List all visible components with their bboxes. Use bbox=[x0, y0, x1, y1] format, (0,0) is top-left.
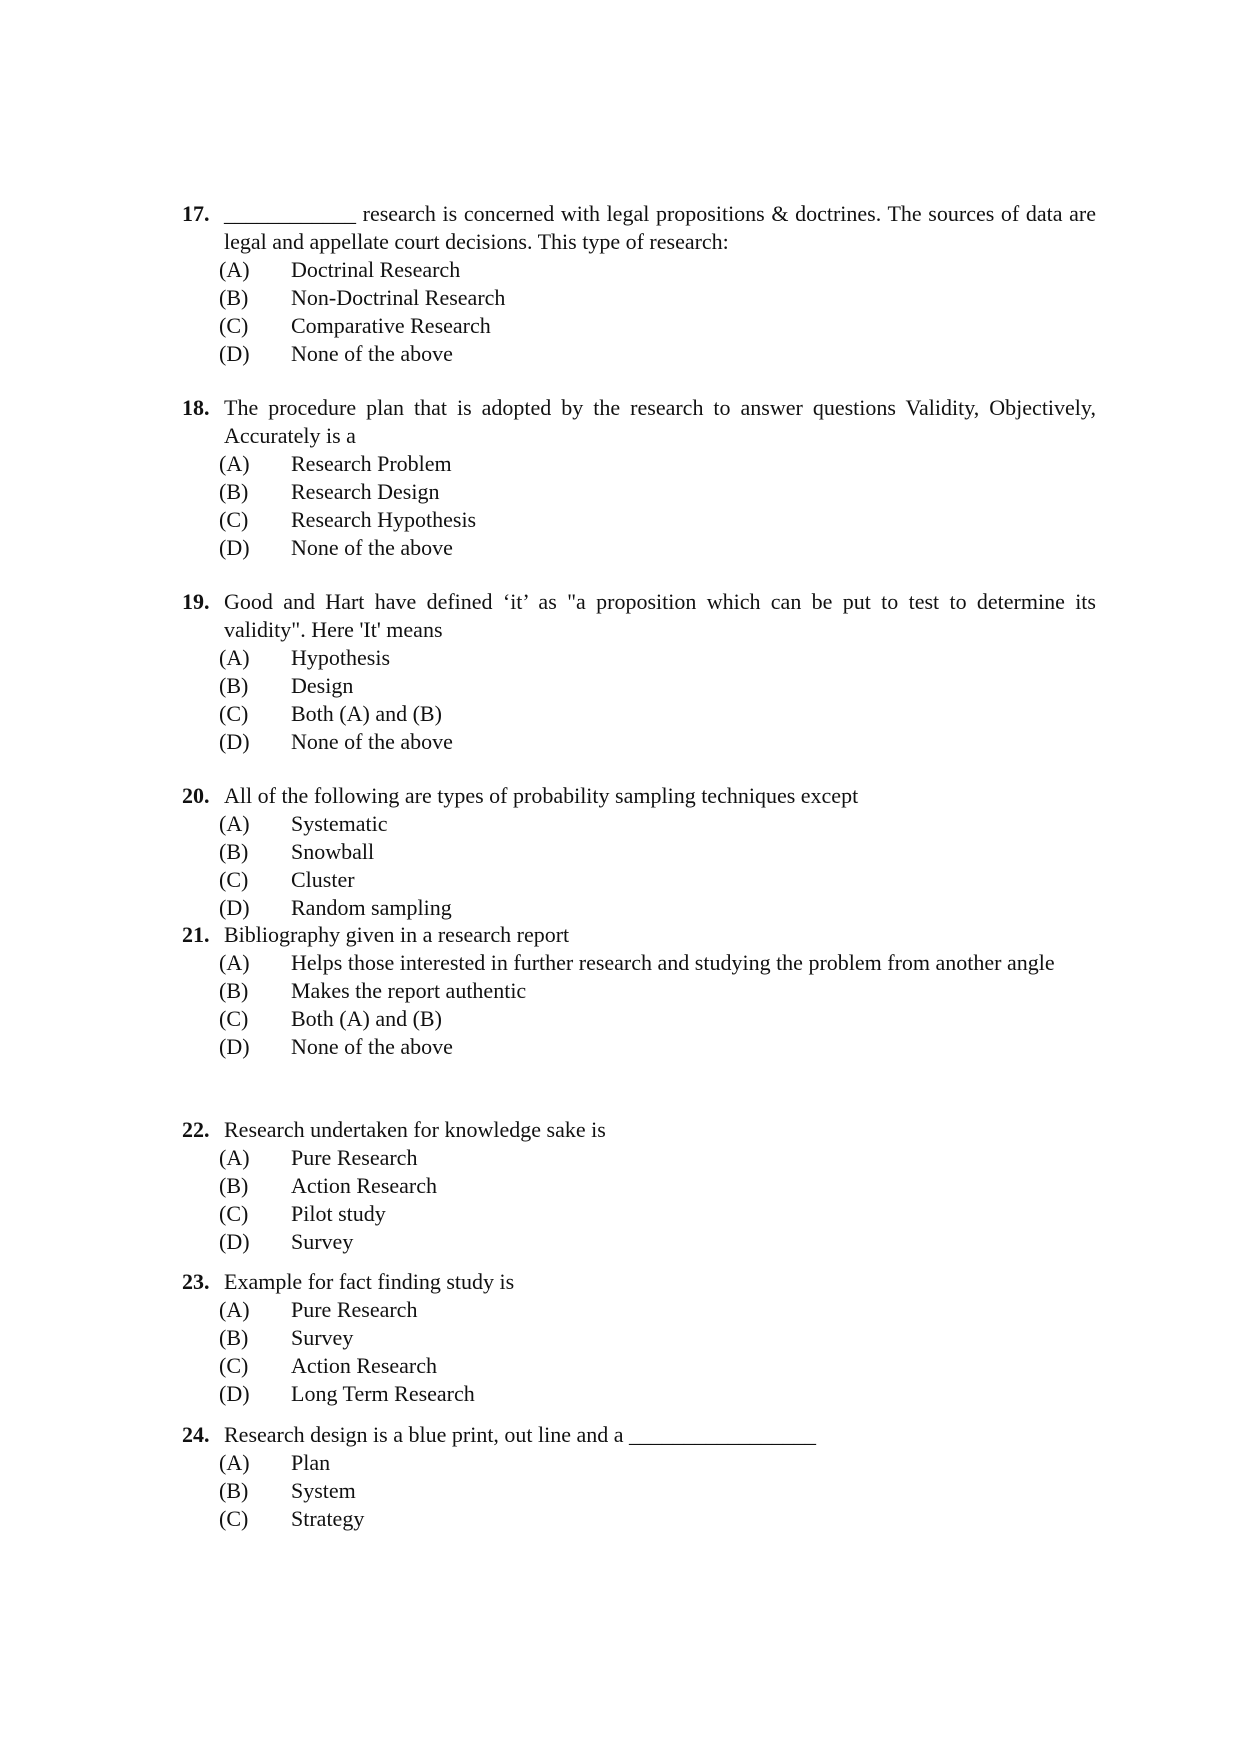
option-text: Helps those interested in further research and studying the problem from another angle bbox=[291, 950, 1055, 975]
option-letter: (B) bbox=[219, 978, 249, 1003]
option-c bbox=[182, 1005, 1096, 1033]
question-number: 18. bbox=[182, 395, 210, 420]
option-a bbox=[182, 450, 1096, 478]
question-stem bbox=[182, 394, 1096, 450]
question-23 bbox=[182, 1268, 1096, 1408]
question-text: Example for fact finding study is bbox=[224, 1269, 515, 1294]
option-list bbox=[182, 1449, 1096, 1533]
question-stem bbox=[182, 782, 1096, 810]
option-text: Design bbox=[291, 673, 354, 698]
question-stem bbox=[182, 1421, 1096, 1449]
option-text: Survey bbox=[291, 1325, 354, 1350]
option-c bbox=[182, 1505, 1096, 1533]
option-letter: (B) bbox=[219, 1173, 249, 1198]
option-letter: (D) bbox=[219, 535, 250, 560]
option-list bbox=[182, 450, 1096, 562]
question-number: 20. bbox=[182, 783, 210, 808]
option-text: Plan bbox=[291, 1450, 331, 1475]
question-21 bbox=[182, 921, 1096, 1061]
option-letter: (D) bbox=[219, 1034, 250, 1059]
option-text: Long Term Research bbox=[291, 1381, 475, 1406]
option-text: Research Problem bbox=[291, 451, 452, 476]
option-a bbox=[182, 644, 1096, 672]
option-b bbox=[182, 838, 1096, 866]
question-19 bbox=[182, 588, 1096, 756]
option-list bbox=[182, 644, 1096, 756]
option-b bbox=[182, 1172, 1096, 1200]
option-a bbox=[182, 1144, 1096, 1172]
option-d bbox=[182, 1033, 1096, 1061]
option-text: System bbox=[291, 1478, 356, 1503]
question-number: 21. bbox=[182, 922, 210, 947]
question-24 bbox=[182, 1421, 1096, 1533]
question-number: 17. bbox=[182, 201, 210, 226]
option-d bbox=[182, 534, 1096, 562]
option-d bbox=[182, 1380, 1096, 1408]
option-text: Survey bbox=[291, 1229, 354, 1254]
question-text: Research undertaken for knowledge sake is bbox=[224, 1117, 606, 1142]
question-stem bbox=[182, 588, 1096, 644]
option-letter: (D) bbox=[219, 1381, 250, 1406]
option-text: Strategy bbox=[291, 1506, 365, 1531]
option-b bbox=[182, 284, 1096, 312]
option-letter: (D) bbox=[219, 895, 250, 920]
option-text: Both (A) and (B) bbox=[291, 1006, 442, 1031]
question-stem bbox=[182, 200, 1096, 256]
option-text: Cluster bbox=[291, 867, 355, 892]
question-22 bbox=[182, 1116, 1096, 1256]
question-17 bbox=[182, 200, 1096, 368]
question-text: Good and Hart have defined ‘it’ as "a proposition which can be put to test to determine its validity". Here 'It' means bbox=[224, 589, 1096, 642]
option-text: Action Research bbox=[291, 1173, 437, 1198]
question-text: All of the following are types of probability sampling techniques except bbox=[224, 783, 859, 808]
option-a bbox=[182, 810, 1096, 838]
option-d bbox=[182, 1228, 1096, 1256]
option-b bbox=[182, 672, 1096, 700]
option-letter: (C) bbox=[219, 1006, 249, 1031]
option-text: Action Research bbox=[291, 1353, 437, 1378]
option-letter: (B) bbox=[219, 673, 249, 698]
option-letter: (B) bbox=[219, 285, 249, 310]
question-text: ____________ research is concerned with legal propositions & doctrines. The sources of data are legal and appellate court decisions. This type of research: bbox=[224, 201, 1096, 254]
option-list bbox=[182, 1144, 1096, 1256]
option-text: Pilot study bbox=[291, 1201, 386, 1226]
option-letter: (D) bbox=[219, 1229, 250, 1254]
option-list bbox=[182, 949, 1096, 1061]
option-letter: (A) bbox=[219, 1145, 250, 1170]
option-list bbox=[182, 810, 1096, 922]
option-text: Research Design bbox=[291, 479, 440, 504]
question-18 bbox=[182, 394, 1096, 562]
option-letter: (C) bbox=[219, 701, 249, 726]
option-text: Pure Research bbox=[291, 1145, 418, 1170]
option-text: Non-Doctrinal Research bbox=[291, 285, 506, 310]
option-letter: (B) bbox=[219, 1325, 249, 1350]
option-letter: (A) bbox=[219, 811, 250, 836]
option-c bbox=[182, 1200, 1096, 1228]
question-text: The procedure plan that is adopted by the research to answer questions Validity, Objectively, Accurately is a bbox=[224, 395, 1096, 448]
option-text: None of the above bbox=[291, 341, 453, 366]
option-letter: (D) bbox=[219, 729, 250, 754]
option-letter: (C) bbox=[219, 1201, 249, 1226]
option-b bbox=[182, 478, 1096, 506]
option-letter: (A) bbox=[219, 1450, 250, 1475]
option-letter: (C) bbox=[219, 867, 249, 892]
option-text: Makes the report authentic bbox=[291, 978, 527, 1003]
option-text: None of the above bbox=[291, 535, 453, 560]
question-number: 23. bbox=[182, 1269, 210, 1294]
option-a bbox=[182, 1449, 1096, 1477]
option-text: Both (A) and (B) bbox=[291, 701, 442, 726]
option-letter: (B) bbox=[219, 479, 249, 504]
option-d bbox=[182, 894, 1096, 922]
question-number: 19. bbox=[182, 589, 210, 614]
option-letter: (C) bbox=[219, 1506, 249, 1531]
option-letter: (A) bbox=[219, 950, 250, 975]
option-b bbox=[182, 1324, 1096, 1352]
option-c bbox=[182, 1352, 1096, 1380]
option-c bbox=[182, 506, 1096, 534]
question-text: Research design is a blue print, out line and a _________________ bbox=[224, 1422, 817, 1447]
option-a bbox=[182, 1296, 1096, 1324]
option-text: Systematic bbox=[291, 811, 388, 836]
question-20 bbox=[182, 782, 1096, 922]
question-stem bbox=[182, 1116, 1096, 1144]
option-text: None of the above bbox=[291, 729, 453, 754]
option-letter: (D) bbox=[219, 341, 250, 366]
option-letter: (C) bbox=[219, 1353, 249, 1378]
question-stem bbox=[182, 921, 1096, 949]
option-b bbox=[182, 977, 1096, 1005]
option-letter: (A) bbox=[219, 257, 250, 282]
option-letter: (B) bbox=[219, 1478, 249, 1503]
option-text: Snowball bbox=[291, 839, 375, 864]
option-letter: (C) bbox=[219, 313, 249, 338]
question-number: 24. bbox=[182, 1422, 210, 1447]
option-list bbox=[182, 256, 1096, 368]
option-text: Comparative Research bbox=[291, 313, 491, 338]
option-text: Research Hypothesis bbox=[291, 507, 477, 532]
question-stem bbox=[182, 1268, 1096, 1296]
option-letter: (A) bbox=[219, 645, 250, 670]
option-letter: (A) bbox=[219, 451, 250, 476]
option-text: Pure Research bbox=[291, 1297, 418, 1322]
option-c bbox=[182, 312, 1096, 340]
option-d bbox=[182, 340, 1096, 368]
option-letter: (A) bbox=[219, 1297, 250, 1322]
option-c bbox=[182, 866, 1096, 894]
option-b bbox=[182, 1477, 1096, 1505]
option-d bbox=[182, 728, 1096, 756]
option-text: None of the above bbox=[291, 1034, 453, 1059]
option-letter: (C) bbox=[219, 507, 249, 532]
option-text: Hypothesis bbox=[291, 645, 390, 670]
option-c bbox=[182, 700, 1096, 728]
option-text: Doctrinal Research bbox=[291, 257, 461, 282]
option-text: Random sampling bbox=[291, 895, 452, 920]
question-number: 22. bbox=[182, 1117, 210, 1142]
option-a bbox=[182, 949, 1096, 977]
option-letter: (B) bbox=[219, 839, 249, 864]
option-list bbox=[182, 1296, 1096, 1408]
option-a bbox=[182, 256, 1096, 284]
question-text: Bibliography given in a research report bbox=[224, 922, 570, 947]
